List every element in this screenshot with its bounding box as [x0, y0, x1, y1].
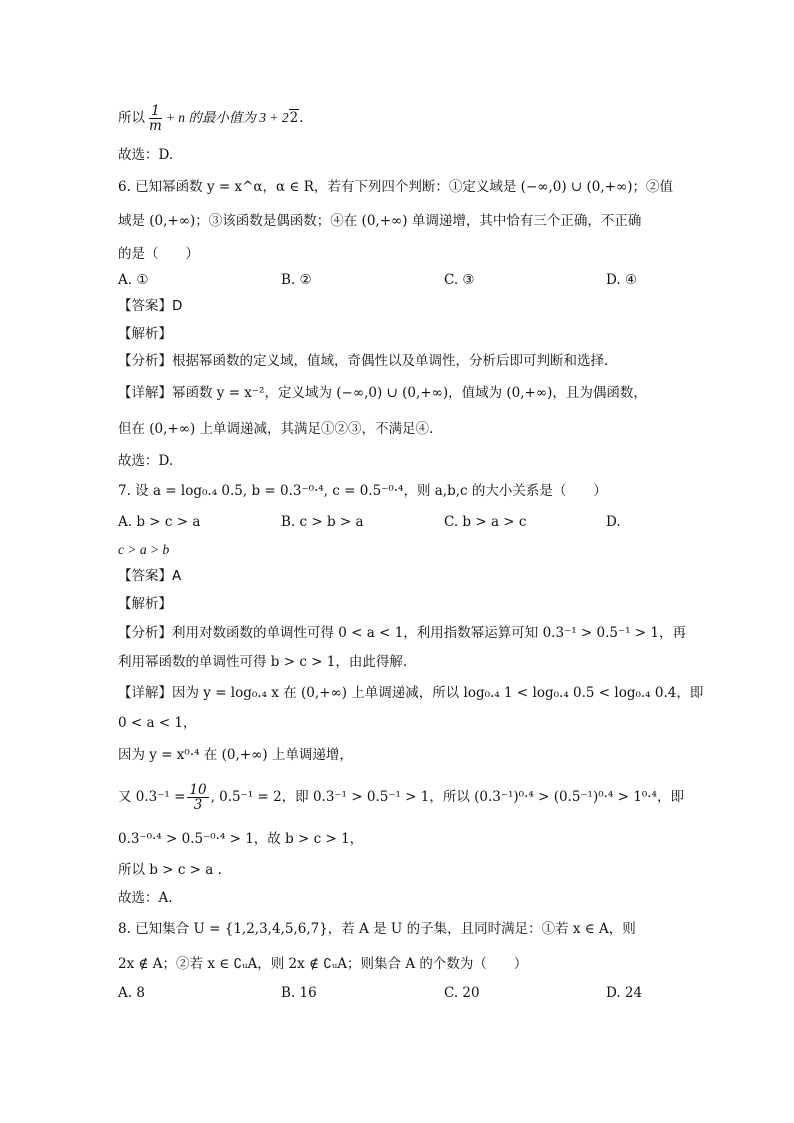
q8-option-b: B. 16: [281, 985, 317, 1001]
q6-option-a: A. ①: [118, 272, 149, 288]
q7-fraction-numerator: 10: [189, 782, 207, 798]
q5-expression: + n 的最小值为 3 + 2: [165, 110, 289, 125]
q7-option-c: C. b > a > c: [444, 514, 527, 530]
q5-choice: 故选：D.: [118, 147, 174, 163]
q5-fraction-denominator: m: [149, 118, 162, 134]
q6-xiangjie-line1: 【详解】幂函数 y = x⁻²，定义域为 (−∞,0) ∪ (0,+∞)，值域为 (0,+∞)，且为偶函数，: [118, 385, 647, 401]
q7-option-b: B. c > b > a: [281, 514, 364, 530]
q7-analysis-heading: 【解析】: [118, 596, 172, 612]
q7-xiangjie4-suffix: , 0.5⁻¹ = 2，即 0.3⁻¹ > 0.5⁻¹ > 1，所以 (0.3⁻¹)⁰·⁴ > (0.5⁻¹)⁰·⁴ > 1⁰·⁴，即: [210, 789, 684, 805]
q8-stem-line2: 2x ∉ A；②若 x ∈ ∁ᵤA，则 2x ∉ ∁ᵤA；则集合 A 的个数为（ ）: [118, 956, 528, 972]
q7-xiangjie-line1: 【详解】因为 y = log₀.₄ x 在 (0,+∞) 上单调递减，所以 log₀.₄ 1 < log₀.₄ 0.5 < log₀.₄ 0.4，即: [118, 685, 704, 701]
q5-min-value-line: [118, 104, 304, 133]
q7-fraction: [187, 783, 208, 812]
q8-option-c: C. 20: [444, 985, 480, 1001]
q6-stem-line2: 域是 (0,+∞)；③该函数是偶函数；④在 (0,+∞) 单调递增，其中恰有三个正确，不正确: [118, 213, 642, 229]
q7-fenxi-line2: 利用幂函数的单调性可得 b > c > 1，由此得解.: [118, 654, 408, 670]
q6-option-c: C. ③: [444, 272, 475, 288]
q8-option-a: A. 8: [118, 985, 145, 1001]
q6-option-b: B. ②: [281, 272, 312, 288]
q7-xiangjie4-prefix: 又 0.3⁻¹ =: [118, 789, 186, 805]
q6-stem-line3: 的是（ ）: [118, 246, 199, 262]
q8-stem-line1: 8. 已知集合 U = {1,2,3,4,5,6,7}，若 A 是 U 的子集，且同时满足：①若 x ∈ A，则: [118, 921, 636, 937]
q5-prefix: 所以: [118, 110, 145, 126]
q6-analysis-heading: 【解析】: [118, 326, 172, 342]
q7-xiangjie-line3: 因为 y = x⁰·⁴ 在 (0,+∞) 上单调递增，: [118, 747, 353, 763]
q7-stem: 7. 设 a = log₀.₄ 0.5, b = 0.3⁻⁰·⁴, c = 0.5⁻⁰·⁴，则 a,b,c 的大小关系是（ ）: [118, 483, 607, 499]
q6-fenxi: 【分析】根据幂函数的定义域，值域，奇偶性以及单调性，分析后即可判断和选择.: [118, 353, 609, 369]
q6-choice: 故选：D.: [118, 453, 174, 469]
q6-option-d: D. ④: [606, 272, 638, 288]
q5-fraction: [147, 104, 164, 133]
q8-option-d: D. 24: [606, 985, 643, 1001]
q6-stem-line1: 6. 已知幂函数 y = x^α，α ∈ R，若有下列四个判断：①定义域是 (−∞,0) ∪ (0,+∞)；②值: [118, 179, 674, 195]
q6-xiangjie-line2: 但在 (0,+∞) 上单调递减，其满足①②③，不满足④.: [118, 421, 434, 437]
q7-option-d: D.: [606, 514, 621, 530]
q5-fraction-numerator: 1: [151, 103, 160, 119]
q7-fenxi-line1: 【分析】利用对数函数的单调性可得 0 < a < 1，利用指数幂运算可知 0.3⁻¹ > 0.5⁻¹ > 1，再: [118, 625, 686, 641]
q7-xiangjie-line5: 0.3⁻⁰·⁴ > 0.5⁻⁰·⁴ > 1，故 b > c > 1，: [118, 831, 364, 847]
q7-option-a: A. b > c > a: [118, 514, 201, 530]
q6-answer: 【答案】D: [118, 298, 183, 314]
q5-sqrt-radicand: 2: [289, 110, 299, 126]
q5-period: .: [299, 110, 304, 126]
q7-option-d-text: c > a > b: [118, 542, 170, 557]
q7-choice: 故选：A.: [118, 890, 173, 906]
q7-answer: 【答案】A: [118, 568, 182, 584]
q7-xiangjie-line6: 所以 b > c > a .: [118, 862, 222, 878]
q7-xiangjie-line2: 0 < a < 1，: [118, 715, 197, 731]
q7-fraction-denominator: 3: [193, 797, 203, 813]
q7-xiangjie-line4: [118, 783, 684, 812]
